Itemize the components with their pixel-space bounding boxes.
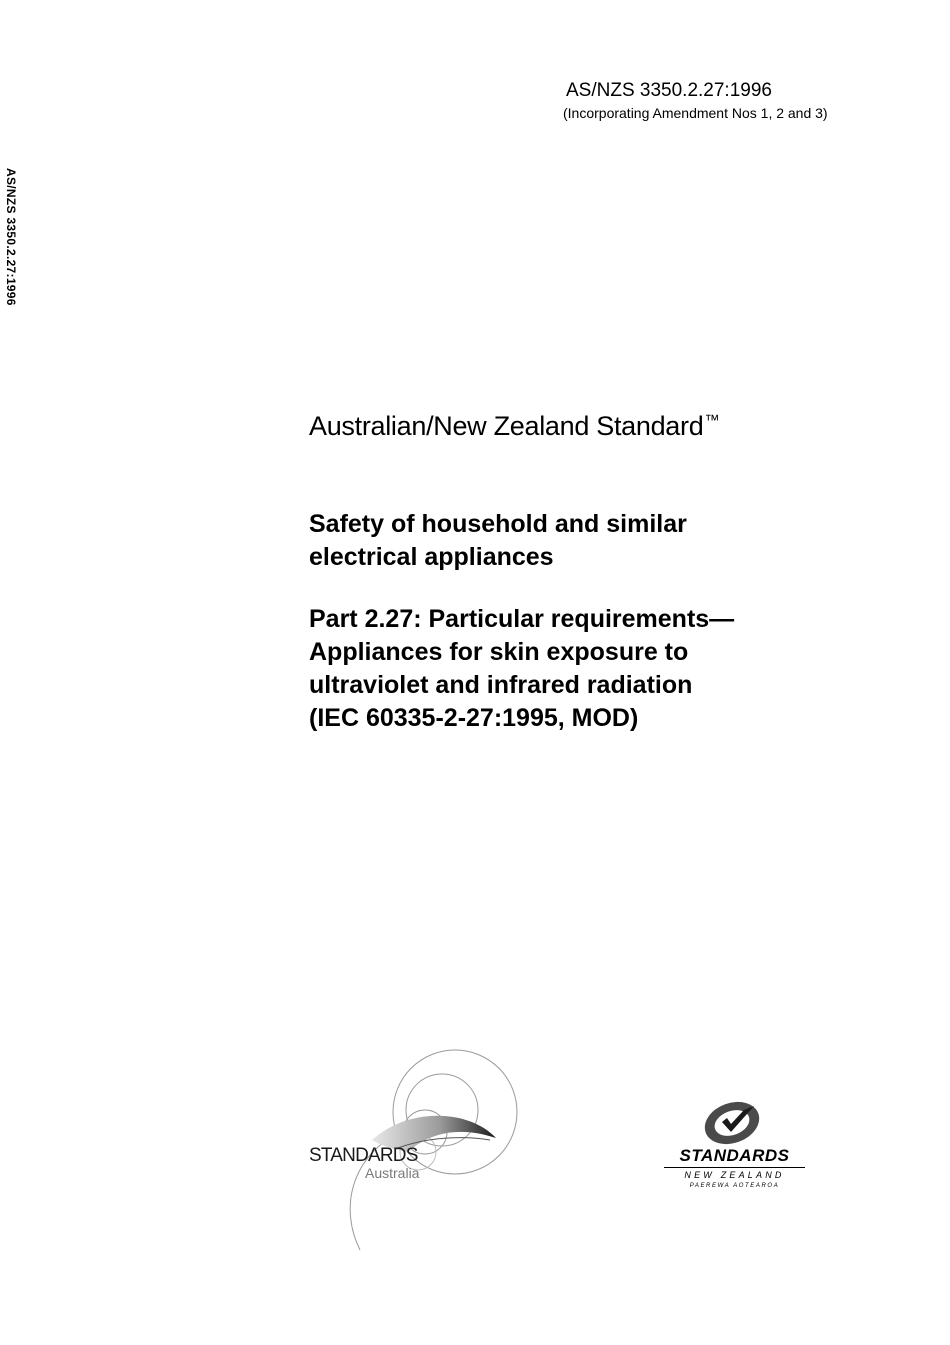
subtitle-line: (IEC 60335-2-27:1995, MOD) bbox=[309, 704, 639, 732]
standard-type-heading bbox=[309, 404, 719, 443]
standards-nz-logo-icon bbox=[696, 1098, 776, 1148]
standard-type-text: Australian/New Zealand Standard bbox=[309, 411, 704, 441]
standard-code: AS/NZS 3350.2.27:1996 bbox=[566, 80, 772, 101]
standards-australia-subword: Australia bbox=[365, 1165, 420, 1181]
document-subtitle bbox=[309, 603, 869, 735]
title-line: Safety of household and similar bbox=[309, 510, 687, 538]
standards-nz-wordmark: STANDARDS bbox=[679, 1146, 790, 1165]
standards-nz-maori-name: PAEREWA AOTEAROA bbox=[689, 1183, 780, 1189]
standards-nz-divider bbox=[664, 1167, 805, 1168]
title-line: electrical appliances bbox=[309, 543, 554, 571]
document-title bbox=[309, 508, 869, 574]
subtitle-line: Appliances for skin exposure to bbox=[309, 638, 689, 666]
trademark-symbol: ™ bbox=[704, 412, 720, 429]
standards-nz-country: NEW ZEALAND bbox=[684, 1170, 785, 1180]
standards-australia-wordmark: STANDARDS bbox=[309, 1145, 418, 1166]
spine-label: AS/NZS 3350.2.27:1996 bbox=[4, 168, 18, 306]
amendment-note: (Incorporating Amendment Nos 1, 2 and 3) bbox=[563, 105, 828, 121]
subtitle-line: ultraviolet and infrared radiation bbox=[309, 671, 693, 699]
subtitle-line: Part 2.27: Particular requirements— bbox=[309, 605, 735, 633]
